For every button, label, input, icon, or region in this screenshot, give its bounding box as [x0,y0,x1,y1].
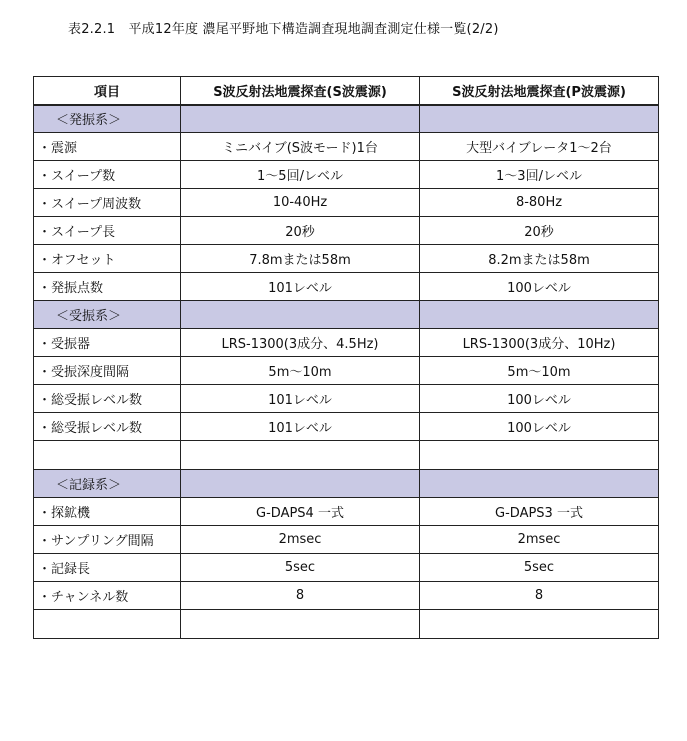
table-row [34,413,659,441]
row-value-col1: 8 [181,582,420,610]
blank-row [34,610,659,639]
blank-cell [420,441,659,470]
row-value-col1: 2msec [181,526,420,554]
row-label: ・チャンネル数 [34,582,181,610]
header-col1: S波反射法地震探査(S波震源) [181,77,420,105]
section-fill [420,470,659,498]
section-row-source [34,105,659,133]
table-row [34,245,659,273]
row-label: ・スイープ周波数 [34,189,181,217]
blank-cell [34,441,181,470]
table-row [34,554,659,582]
table-row [34,217,659,245]
row-value-col2: 1～3回/レベル [420,161,659,189]
table-row [34,357,659,385]
row-value-col1: G-DAPS4 一式 [181,498,420,526]
blank-cell [181,441,420,470]
row-label: ・発振点数 [34,273,181,301]
row-value-col2: 100レベル [420,413,659,441]
table-caption: 表2.2.1 平成12年度 濃尾平野地下構造調査現地調査測定仕様一覧(2/2) [68,22,499,37]
table-row [34,133,659,161]
row-value-col2: 2msec [420,526,659,554]
row-value-col2: G-DAPS3 一式 [420,498,659,526]
table-row [34,161,659,189]
row-value-col2: 大型バイブレータ1～2台 [420,133,659,161]
row-value-col1: 7.8mまたは58m [181,245,420,273]
table-row [34,329,659,357]
row-value-col1: ミニバイブ(S波モード)1台 [181,133,420,161]
blank-cell [34,610,181,639]
table-row [34,526,659,554]
row-label: ・スイープ長 [34,217,181,245]
table-row [34,385,659,413]
row-value-col1: 10-40Hz [181,189,420,217]
header-col2: S波反射法地震探査(P波震源) [420,77,659,105]
row-label: ・サンプリング間隔 [34,526,181,554]
blank-cell [420,610,659,639]
header-row [34,77,659,105]
section-fill [181,301,420,329]
row-label: ・オフセット [34,245,181,273]
row-value-col1: 5sec [181,554,420,582]
row-label: ・総受振レベル数 [34,413,181,441]
row-value-col2: 8.2mまたは58m [420,245,659,273]
row-value-col2: LRS-1300(3成分、10Hz) [420,329,659,357]
blank-row [34,441,659,470]
row-label: ・記録長 [34,554,181,582]
row-value-col2: 20秒 [420,217,659,245]
section-fill [420,301,659,329]
row-value-col1: 20秒 [181,217,420,245]
table-row [34,498,659,526]
table-row [34,582,659,610]
blank-cell [181,610,420,639]
header-item: 項目 [34,77,181,105]
row-value-col1: 1～5回/レベル [181,161,420,189]
row-value-col1: 101レベル [181,385,420,413]
section-label: ＜記録系＞ [34,470,181,498]
section-label: ＜受振系＞ [34,301,181,329]
row-value-col2: 8 [420,582,659,610]
table-row [34,273,659,301]
row-label: ・探鉱機 [34,498,181,526]
row-value-col1: 101レベル [181,413,420,441]
row-value-col2: 100レベル [420,385,659,413]
row-label: ・スイープ数 [34,161,181,189]
section-label: ＜発振系＞ [34,105,181,133]
row-value-col1: LRS-1300(3成分、4.5Hz) [181,329,420,357]
row-value-col1: 101レベル [181,273,420,301]
section-row-recording [34,470,659,498]
row-value-col2: 5m～10m [420,357,659,385]
table-row [34,189,659,217]
row-label: ・受振器 [34,329,181,357]
section-fill [181,105,420,133]
row-label: ・受振深度間隔 [34,357,181,385]
row-label: ・総受振レベル数 [34,385,181,413]
section-fill [420,105,659,133]
spec-table [33,76,659,639]
row-value-col2: 5sec [420,554,659,582]
row-label: ・震源 [34,133,181,161]
section-row-receiver [34,301,659,329]
section-fill [181,470,420,498]
row-value-col1: 5m～10m [181,357,420,385]
row-value-col2: 8-80Hz [420,189,659,217]
row-value-col2: 100レベル [420,273,659,301]
